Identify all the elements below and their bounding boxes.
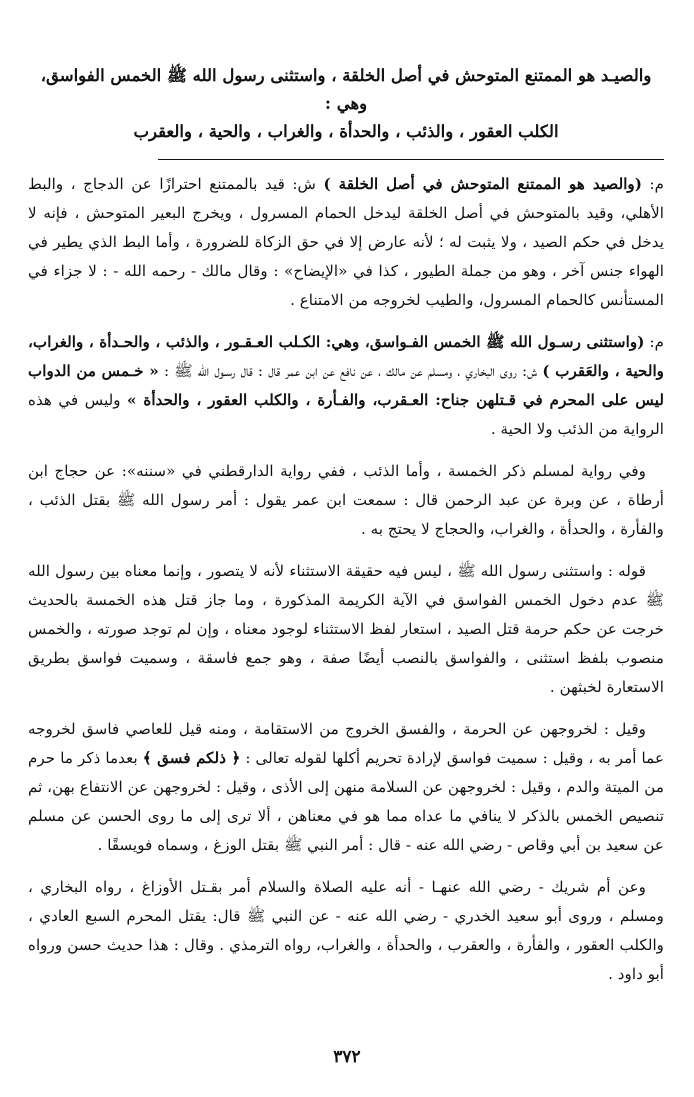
commentary-text: بعدما ذكر ما حرم من الميتة والدم ، وقيل : لخروجهن عن السلامة منهن إلى الأذى ، وقيل : لخروجهن عن الانتفاع بهن، ثم تنصيص الخمس بالذكر لا ينافي ما عداه مما هو في معناهن ، ألا ترى إلى ما روى الحسن عن مسلم عن سعيد بن أبي وقاص - رضي الله عنه - قال : أمر النبي ﷺ بقتل الوزغ ، وسماه فويسقًا . bbox=[28, 749, 664, 854]
commentary-text: ش: روى البخاري ، ومسلم عن مالك ، عن نافع عن ابن عمر قال : قال رسـول الله ﷺ : bbox=[158, 362, 543, 380]
matn-line-1: والصيـد هو الممتنع المتوحش في أصل الخلقة ، واستثنى رسول الله ﷺ الخمس الفواسق، وهي : bbox=[40, 66, 652, 113]
commentary bbox=[28, 170, 664, 989]
commentary-paragraph bbox=[28, 715, 664, 860]
commentary-text: م: bbox=[641, 175, 664, 193]
commentary-paragraph bbox=[28, 457, 664, 544]
commentary-text: وليس في هذه الرواية من الذئب ولا الحية . bbox=[28, 391, 664, 438]
matn-divider bbox=[158, 159, 664, 160]
commentary-paragraph bbox=[28, 328, 664, 444]
matn-text bbox=[32, 62, 660, 146]
commentary-text: وقيل : لخروجهن عن الحرمة ، والفسق الخروج من الاستقامة ، ومنه قيل للعاصي فاسق لخروجه عما أمر به ، وقيل : سميت فواسق لإرادة تحريم أكلها لقوله تعالى : bbox=[28, 720, 665, 767]
matn-line-2: الكلب العقور ، والذئب ، والحدأة ، والغراب ، والحية ، والعقرب bbox=[133, 122, 559, 141]
commentary-text: ش: قيد بالممتنع احترازًا عن الدجاج ، والبط الأهلي، وقيد بالمتوحش في أصل الخلقة ليدخل الحمام المسرول ، ويخرج البعير المتوحش ، فإنه لا يدخل في حكم الصيد ، ولا يثبت له ؛ لأنه عارض إلا في حق الزكاة للضرورة ، وأما البط الذي يطير في الهواء جنس آخر ، وهو من جملة الطيور ، كذا في «الإيضاح» : وقال مالك - رحمه الله - : لا جزاء في المستأنس كالحمام المسرول، والطيب لخروجه من الامتناع . bbox=[28, 175, 664, 309]
quoted-text: (والصيد هو الممتنع المتوحش في أصل الخلقة ) bbox=[323, 175, 642, 193]
commentary-text: وفي رواية لمسلم ذكر الخمسة ، وأما الذئب ، ففي رواية الدارقطني في «سننه»: عن حجاج ابن أرطاة ، عن وبرة عن عبد الرحمن قال : سمعت ابن عمر يقول : أمر رسول الله ﷺ بقتل الذئب ، والفأرة ، والحدأة ، والغراب، والحجاج لا يحتج به . bbox=[28, 462, 664, 538]
page-number: ٣٧٢ bbox=[333, 1047, 361, 1067]
commentary-paragraph bbox=[28, 557, 664, 702]
commentary-text: م: bbox=[644, 333, 664, 351]
commentary-paragraph bbox=[28, 873, 664, 989]
commentary-paragraph bbox=[28, 170, 664, 315]
quoted-text: (واستثنى رسـول الله ﷺ الخمس الفـواسق، وهي: الكـلب العـقـور ، والذئب ، والحـدأة ، والغراب، والحية ، والعَقرب ) bbox=[28, 333, 665, 380]
page-body bbox=[28, 62, 664, 1002]
commentary-text: قوله : واستثنى رسول الله ﷺ ، ليس فيه حقيقة الاستثناء لأنه لا يتصور ، وإنما معناه بين رسول الله ﷺ عدم دخول الخمس الفواسق في الآية الكريمة المذكورة ، وما جاز قتل هذه الخمسة بالحديث خرجت عن حكم حرمة قتل الصيد ، استعار لفظ الاستثناء لوجود معناه ، وإن لم توجد صورته ، والخمس منصوب بلفظ استثنى ، والفواسق بالنصب أيضًا صفة ، وهو جمع فاسقة ، وسميت فواسق بطريق الاستعارة لخبثهن . bbox=[28, 562, 664, 696]
commentary-text: وعن أم شريك - رضي الله عنهـا - أنه عليه الصلاة والسلام أمر بقـتل الأوزاغ ، رواه البخاري ، ومسلم ، وروى أبو سعيد الخدري - رضي الله عنه - عن النبي ﷺ قال: يقتل المحرم السبع العادي ، والكلب العقور ، والفأرة ، والعقرب ، والحدأة ، والغراب، رواه الترمذي . وقال : هذا حديث حسن ورواه أبو داود . bbox=[28, 878, 664, 983]
quoted-text: « خـمس من الدواب ليس على المحرم في قـتلهن جناح: العـقرب، والفـأرة ، والكلب العقور ، والحدأة » bbox=[28, 362, 664, 409]
quoted-text: ﴿ ذلكم فسق ﴾ bbox=[142, 749, 241, 767]
